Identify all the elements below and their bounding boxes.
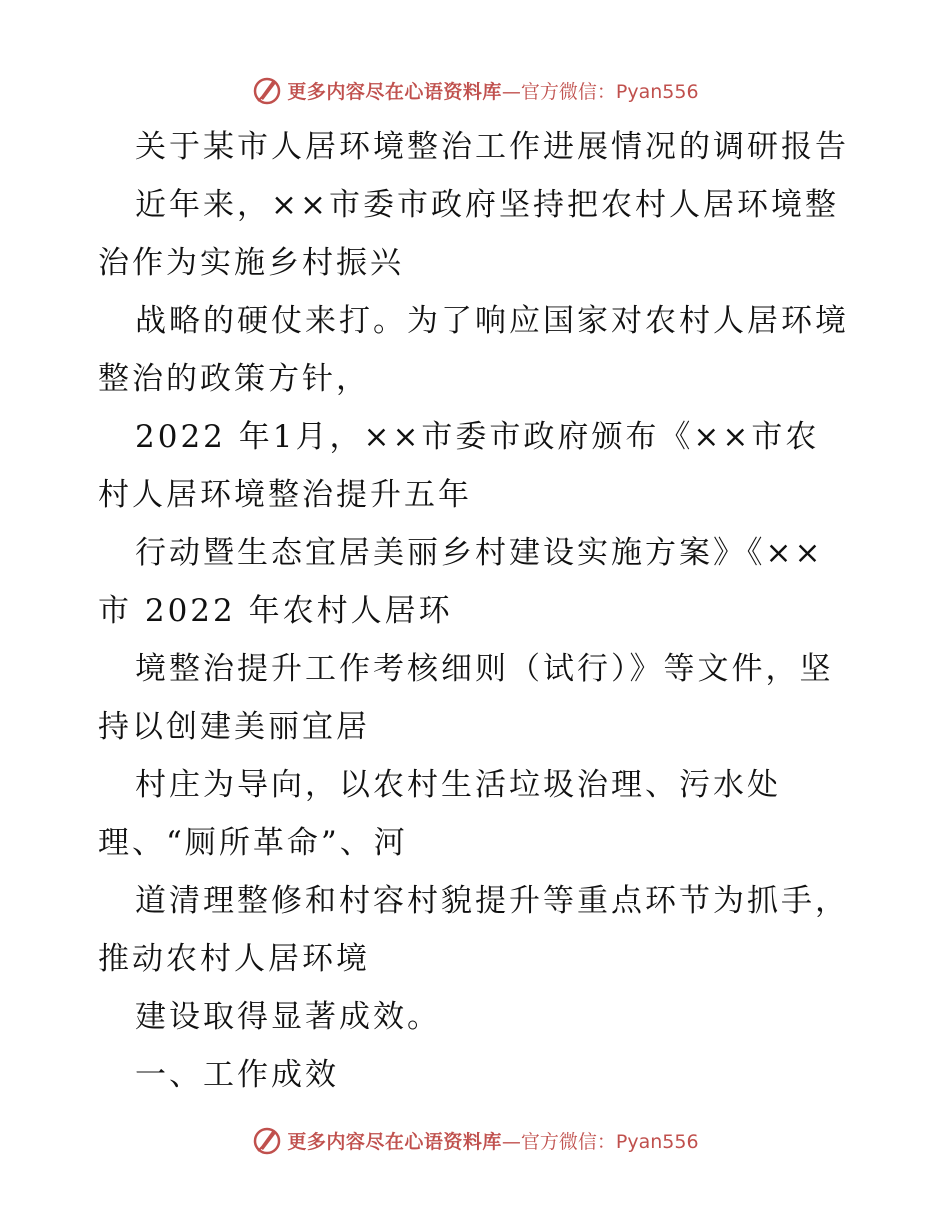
document-line: 推动农村人居环境 xyxy=(98,941,370,977)
header-watermark xyxy=(0,70,950,110)
document-line: 关于某市人居环境整治工作进展情况的调研报告 xyxy=(135,129,849,165)
quill-pen-logo-icon xyxy=(251,1124,283,1156)
watermark-contact-text: —官方微信：Pyan556 xyxy=(501,1130,699,1153)
watermark-contact-text: —官方微信：Pyan556 xyxy=(501,80,699,103)
watermark-site-text: 更多内容尽在心语资料库 xyxy=(287,80,502,103)
document-line: 境整治提升工作考核细则（试行）》等文件，坚 xyxy=(135,651,834,687)
watermark-site-text: 更多内容尽在心语资料库 xyxy=(287,1130,502,1153)
document-line: 2022 年1月，××市委市政府颁布《××市农 xyxy=(135,419,820,455)
document-line: 治作为实施乡村振兴 xyxy=(98,245,404,281)
document-line: 建设取得显著成效。 xyxy=(135,999,441,1035)
document-line: 近年来，××市委市政府坚持把农村人居环境整 xyxy=(135,187,839,223)
document-body xyxy=(98,118,858,1104)
document-line: 道清理整修和村容村貌提升等重点环节为抓手， xyxy=(135,883,849,919)
document-line: 整治的政策方针， xyxy=(98,361,370,397)
document-line: 一、工作成效 xyxy=(135,1057,339,1093)
document-line: 持以创建美丽宜居 xyxy=(98,709,370,745)
document-line: 村人居环境整治提升五年 xyxy=(98,477,472,513)
document-line: 村庄为导向，以农村生活垃圾治理、污水处 xyxy=(135,767,781,803)
document-line: 行动暨生态宜居美丽乡村建设实施方案》《×× xyxy=(135,535,824,571)
document-line: 理、“厕所革命”、河 xyxy=(98,825,408,861)
footer-watermark xyxy=(0,1120,950,1160)
document-line: 市 2022 年农村人居环 xyxy=(98,593,453,629)
quill-pen-logo-icon xyxy=(251,74,283,106)
document-line: 战略的硬仗来打。为了响应国家对农村人居环境 xyxy=(135,303,849,339)
